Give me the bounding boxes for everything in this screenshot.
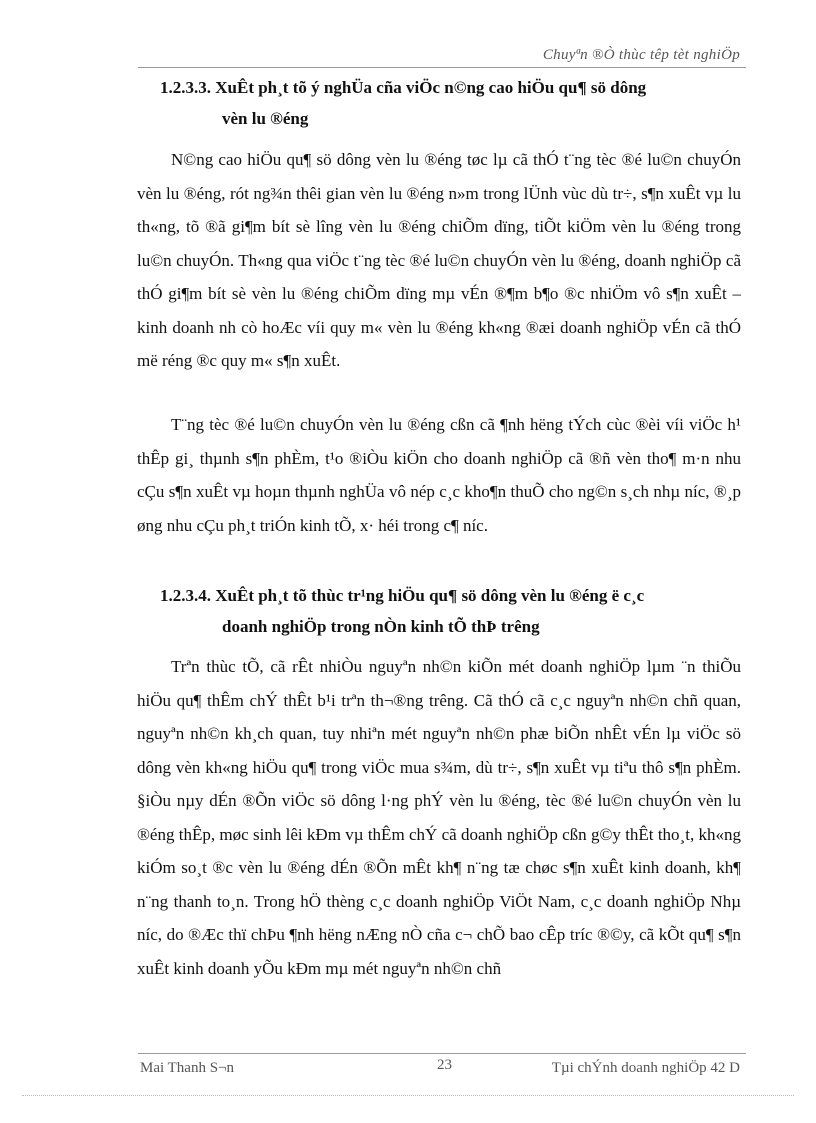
section-title-line-2: doanh nghiÖp trong nÒn kinh tÕ thÞ trêng (222, 617, 540, 636)
footer-author: Mai Thanh S¬n (140, 1060, 235, 1076)
section-heading-1-2-3-3 (160, 72, 750, 134)
section-heading-1-2-3-4 (160, 580, 750, 642)
page-bottom-edge (22, 1095, 794, 1096)
section-2-body (137, 650, 741, 985)
paragraph: N©ng cao hiÖu qu¶ sö dông vèn lu ®éng tøc lµ cã thÓ t¨ng tèc ®é lu©n chuyÓn vèn lu ®éng, rót ng¾n thêi gian vèn lu ®éng n»m trong lÜnh vùc dù tr÷, s¶n xuÊt vµ lu th«ng, tõ ®ã gi¶m bít sè lîng vèn lu ®éng chiÕm dïng, tiÕt kiÖm vèn lu ®éng trong lu©n chuyÓn. Th«ng qua viÖc t¨ng tèc ®é lu©n chuyÓn vèn lu ®éng, doanh nghiÖp cã thÓ gi¶m bít sè vèn lu ®éng chiÕm dïng mµ vÉn ®¶m b¶o ®c nhiÖm vô s¶n xuÊt – kinh doanh nh cò hoÆc víi quy m« vèn lu ®éng kh«ng ®æi doanh nghiÖp vÉn cã thÓ më réng ®c quy m« s¶n xuÊt. (137, 150, 741, 370)
paragraph: T¨ng tèc ®é lu©n chuyÓn vèn lu ®éng cßn cã ¶nh hëng tÝch cùc ®èi víi viÖc h¹ thÊp gi¸ thµnh s¶n phÈm, t¹o ®iÒu kiÖn cho doanh nghiÖp cã ®ñ vèn tho¶ m·n nhu cÇu s¶n xuÊt vµ hoµn thµnh nghÜa vô nép c¸c kho¶n thuÕ cho ng©n s¸ch nhµ níc, ®¸p øng nhu cÇu ph¸t triÓn kinh tÕ, x· héi trong c¶ níc. (137, 415, 741, 535)
footer-divider (138, 1053, 746, 1054)
section-1-body-2 (137, 408, 741, 542)
section-title-line-1: XuÊt ph¸t tõ ý nghÜa cña viÖc n©ng cao hiÖu qu¶ sö dông (215, 78, 647, 97)
footer-class-info: Tµi chÝnh doanh nghiÖp 42 D (551, 1060, 740, 1076)
section-number: 1.2.3.3. (160, 78, 211, 97)
page-number: 23 (437, 1057, 452, 1073)
header-divider (138, 67, 746, 68)
section-title-line-1: XuÊt ph¸t tõ thùc tr¹ng hiÖu qu¶ sö dông vèn lu ®éng ë c¸c (215, 586, 645, 605)
paragraph: Trªn thùc tÕ, cã rÊt nhiÒu nguyªn nh©n kiÕn mét doanh nghiÖp lµm ¨n thiÕu hiÖu qu¶ thÊm chÝ thÊt b¹i trªn th¬®ng trêng. Cã thÓ cã c¸c nguyªn nh©n chñ quan, nguyªn nh©n kh¸ch quan, tuy nhiªn mét nguyªn nh©n phæ biÕn nhÊt vÉn lµ viÖc sö dông vèn kh«ng hiÖu qu¶ trong viÖc mua s¾m, dù tr÷, s¶n xuÊt vµ tiªu thô s¶n phÈm. §iÒu nµy dÉn ®Õn viÖc sö dông l·ng phÝ vèn lu ®éng, tèc ®é lu©n chuyÓn vèn lu ®éng thÊp, møc sinh lêi kÐm vµ thÊm chÝ cã doanh nghiÖp cßn g©y thÊt tho¸t, kh«ng kiÓm so¸t ®c vèn lu ®éng dÉn ®Õn mÊt kh¶ n¨ng tæ chøc s¶n xuÊt kinh doanh, kh¶ n¨ng thanh to¸n. Trong hÖ thèng c¸c doanh nghiÖp ViÖt Nam, c¸c doanh nghiÖp Nhµ níc, do ®Æc thï chÞu ¶nh hëng nÆng nÒ cña c¬ chÕ bao cÊp tríc ®©y, cã kÕt qu¶ s¶n xuÊt kinh doanh yÕu kÐm mµ mét nguyªn nh©n chñ (137, 657, 741, 978)
section-title-line-2: vèn lu ®éng (222, 109, 309, 128)
section-1-body (137, 143, 741, 378)
running-header: Chuyªn ®Ò thùc têp tèt nghiÖp (542, 47, 740, 63)
section-number: 1.2.3.4. (160, 586, 211, 605)
